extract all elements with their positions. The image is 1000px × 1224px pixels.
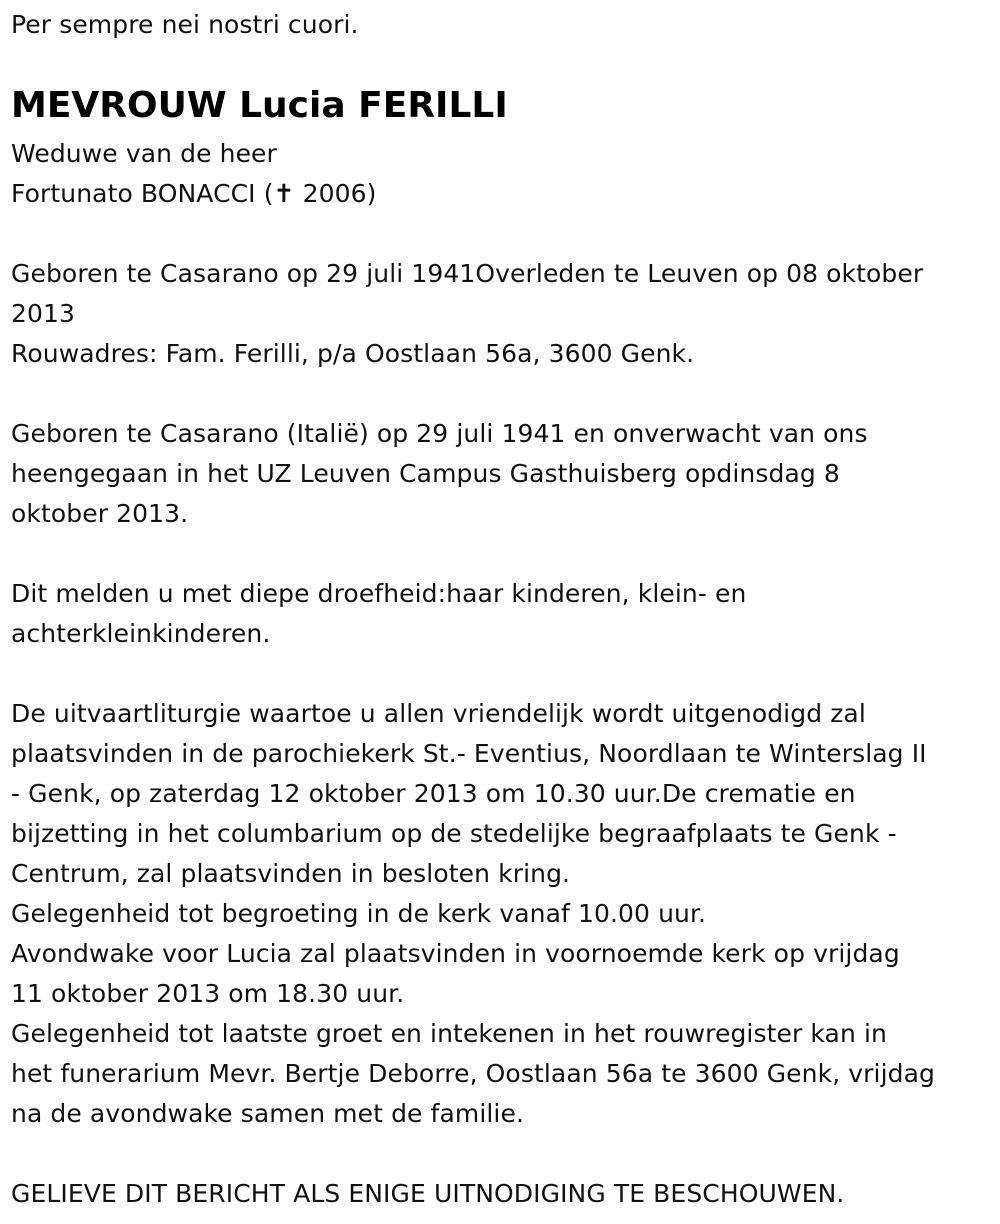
paragraph-line: De uitvaartliturgie waartoe u allen vriendelijk wordt uitgenodigd zal bbox=[11, 699, 866, 728]
spacer bbox=[11, 654, 996, 694]
obituary-body bbox=[11, 134, 996, 1214]
paragraph-line: het funerarium Mevr. Bertje Deborre, Oostlaan 56a te 3600 Genk, vrijdag bbox=[11, 1059, 936, 1088]
paragraph-line: oktober 2013. bbox=[11, 499, 189, 528]
paragraph-line: 11 oktober 2013 om 18.30 uur. bbox=[11, 979, 405, 1008]
spacer bbox=[11, 214, 996, 254]
paragraph-line: Centrum, zal plaatsvinden in besloten kring. bbox=[11, 859, 571, 888]
announcement-paragraph bbox=[11, 574, 996, 654]
tagline: Per sempre nei nostri cuori. bbox=[11, 10, 359, 39]
paragraph-line: - Genk, op zaterdag 12 oktober 2013 om 10.30 uur.De crematie en bbox=[11, 779, 856, 808]
spacer bbox=[11, 1134, 996, 1174]
spouse-line: Weduwe van de heer bbox=[11, 139, 277, 168]
paragraph-line: na de avondwake samen met de familie. bbox=[11, 1099, 525, 1128]
dates-line: 2013 bbox=[11, 299, 76, 328]
paragraph-line: Gelegenheid tot laatste groet en intekenen in het rouwregister kan in bbox=[11, 1019, 887, 1048]
mourning-address: Rouwadres: Fam. Ferilli, p/a Oostlaan 56a, 3600 Genk. bbox=[11, 339, 695, 368]
funeral-paragraph bbox=[11, 694, 996, 1134]
closing-notice: GELIEVE DIT BERICHT ALS ENIGE UITNODIGING TE BESCHOUWEN. bbox=[11, 1179, 845, 1208]
dates-line: Geboren te Casarano op 29 juli 1941Overleden te Leuven op 08 oktober bbox=[11, 259, 924, 288]
spouse-name-line: Fortunato BONACCI (✝ 2006) bbox=[11, 179, 377, 208]
deceased-name-title: MEVROUW Lucia FERILLI bbox=[11, 85, 508, 126]
paragraph-line: Geboren te Casarano (Italië) op 29 juli 1941 en onverwacht van ons bbox=[11, 419, 868, 448]
paragraph-line: Dit melden u met diepe droefheid:haar kinderen, klein- en bbox=[11, 579, 747, 608]
paragraph-line: heengegaan in het UZ Leuven Campus Gasthuisberg opdinsdag 8 bbox=[11, 459, 840, 488]
paragraph-line: bijzetting in het columbarium op de stedelijke begraafplaats te Genk - bbox=[11, 819, 897, 848]
spacer bbox=[11, 534, 996, 574]
paragraph-line: Avondwake voor Lucia zal plaatsvinden in voornoemde kerk op vrijdag bbox=[11, 939, 900, 968]
dates-block bbox=[11, 254, 996, 374]
spacer bbox=[11, 374, 996, 414]
paragraph-line: plaatsvinden in de parochiekerk St.- Eventius, Noordlaan te Winterslag II bbox=[11, 739, 927, 768]
spouse-block bbox=[11, 134, 996, 214]
paragraph-line: achterkleinkinderen. bbox=[11, 619, 271, 648]
paragraph-line: Gelegenheid tot begroeting in de kerk vanaf 10.00 uur. bbox=[11, 899, 707, 928]
birth-paragraph bbox=[11, 414, 996, 534]
